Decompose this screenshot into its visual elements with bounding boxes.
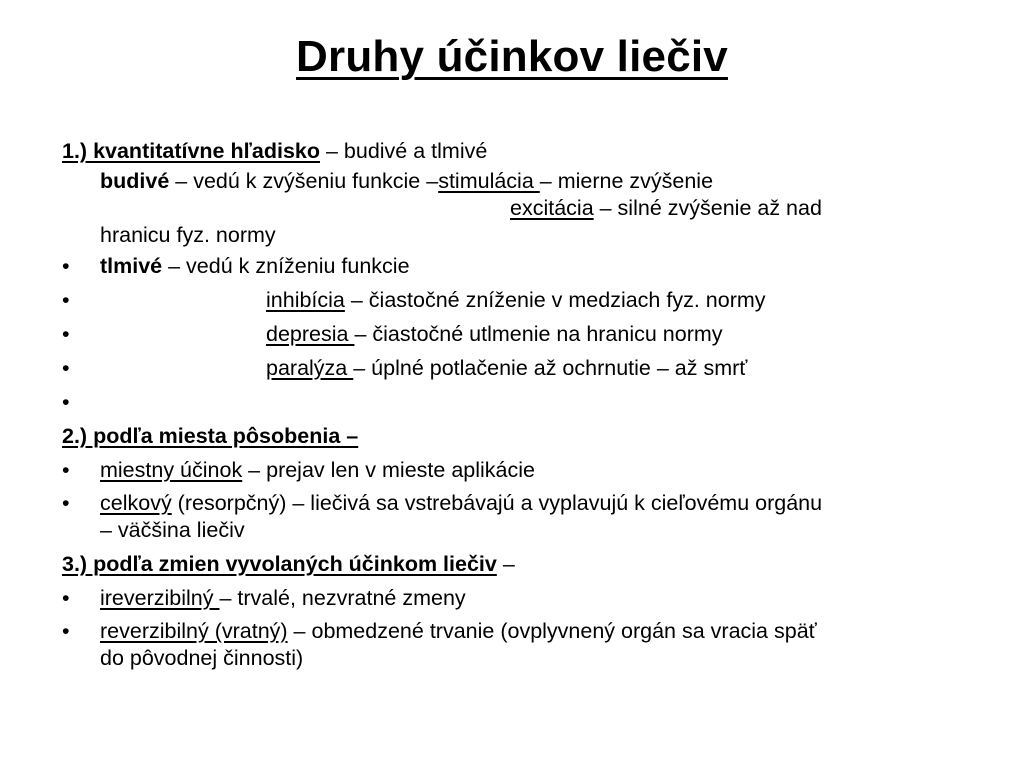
budive-term: budivé bbox=[100, 169, 170, 193]
reverzibilny-continuation bbox=[62, 645, 992, 672]
celkovy-continuation bbox=[62, 517, 992, 544]
section-1-subtitle: – budivé a tlmivé bbox=[320, 139, 488, 163]
bullet-icon: • bbox=[62, 491, 70, 515]
bullet-icon: • bbox=[62, 458, 70, 482]
bullet-icon: • bbox=[62, 356, 70, 380]
tlmive-term: tlmivé bbox=[100, 254, 163, 278]
slide-body bbox=[62, 134, 992, 672]
miestny-desc: – prejav len v mieste aplikácie bbox=[242, 458, 535, 482]
list-item-paralyza bbox=[62, 351, 992, 385]
section-3-subtitle: – bbox=[496, 552, 515, 576]
list-item-depresia bbox=[62, 317, 992, 351]
miestny-term: miestny účinok bbox=[100, 458, 243, 482]
inhibicia-term: inhibícia bbox=[266, 288, 345, 312]
bullet-icon: • bbox=[62, 288, 70, 312]
bullet-icon: • bbox=[62, 619, 70, 643]
list-item-ireverzibilny bbox=[62, 581, 992, 615]
list-item-reverzibilny bbox=[62, 618, 992, 645]
depresia-term: depresia bbox=[266, 322, 355, 346]
bullet-icon: • bbox=[62, 322, 70, 346]
celkovy-term: celkový bbox=[100, 491, 172, 515]
inhibicia-desc: – čiastočné zníženie v medziach fyz. normy bbox=[344, 288, 766, 312]
reverzibilny-term: reverzibilný (vratný) bbox=[100, 619, 288, 643]
celkovy-desc: (resorpčný) – liečivá sa vstrebávajú a vyplavujú k cieľovému orgánu bbox=[171, 491, 823, 515]
section-2-title: 2.) podľa miesta pôsobenia – bbox=[62, 424, 359, 448]
celkovy-cont-text: – väčšina liečiv bbox=[100, 518, 245, 542]
section-2-heading bbox=[62, 419, 992, 453]
section-1-title: 1.) kvantitatívne hľadisko bbox=[62, 139, 320, 163]
paralyza-term: paralýza bbox=[266, 356, 354, 380]
reverzibilny-desc: – obmedzené trvanie (ovplyvnený orgán sa vracia späť bbox=[287, 619, 817, 643]
excitacia-line bbox=[62, 195, 992, 222]
ireverzibilny-term: ireverzibilný bbox=[100, 586, 220, 610]
stimulacia-desc: – mierne zvýšenie bbox=[539, 169, 714, 193]
hranica-line bbox=[62, 222, 992, 249]
section-3-title: 3.) podľa zmien vyvolaných účinkom liečiv bbox=[62, 552, 497, 576]
hranica-text: hranicu fyz. normy bbox=[100, 223, 276, 247]
slide-title: Druhy účinkov liečiv bbox=[296, 32, 728, 81]
list-item-empty bbox=[62, 385, 992, 419]
list-item-celkovy bbox=[62, 490, 992, 517]
bullet-icon: • bbox=[62, 390, 70, 414]
bullet-icon: • bbox=[62, 586, 70, 610]
section-1-heading bbox=[62, 134, 992, 168]
tlmive-desc: – vedú k zníženiu funkcie bbox=[162, 254, 410, 278]
reverzibilny-cont-text: do pôvodnej činnosti) bbox=[100, 646, 304, 670]
budive-desc: – vedú k zvýšeniu funkcie – bbox=[169, 169, 439, 193]
paralyza-desc: – úplné potlačenie až ochrnutie – až smrť bbox=[353, 356, 748, 380]
stimulacia-term: stimulácia bbox=[438, 169, 540, 193]
depresia-desc: – čiastočné utlmenie na hranicu normy bbox=[354, 322, 723, 346]
list-item-tlmive bbox=[62, 249, 992, 283]
excitacia-desc: – silné zvýšenie až nad bbox=[593, 196, 822, 220]
ireverzibilny-desc: – trvalé, nezvratné zmeny bbox=[219, 586, 466, 610]
list-item-miestny bbox=[62, 453, 992, 487]
budive-line bbox=[62, 168, 992, 195]
bullet-icon: • bbox=[62, 254, 70, 278]
excitacia-term: excitácia bbox=[510, 196, 594, 220]
section-3-heading bbox=[62, 547, 992, 581]
list-item-inhibicia bbox=[62, 283, 992, 317]
